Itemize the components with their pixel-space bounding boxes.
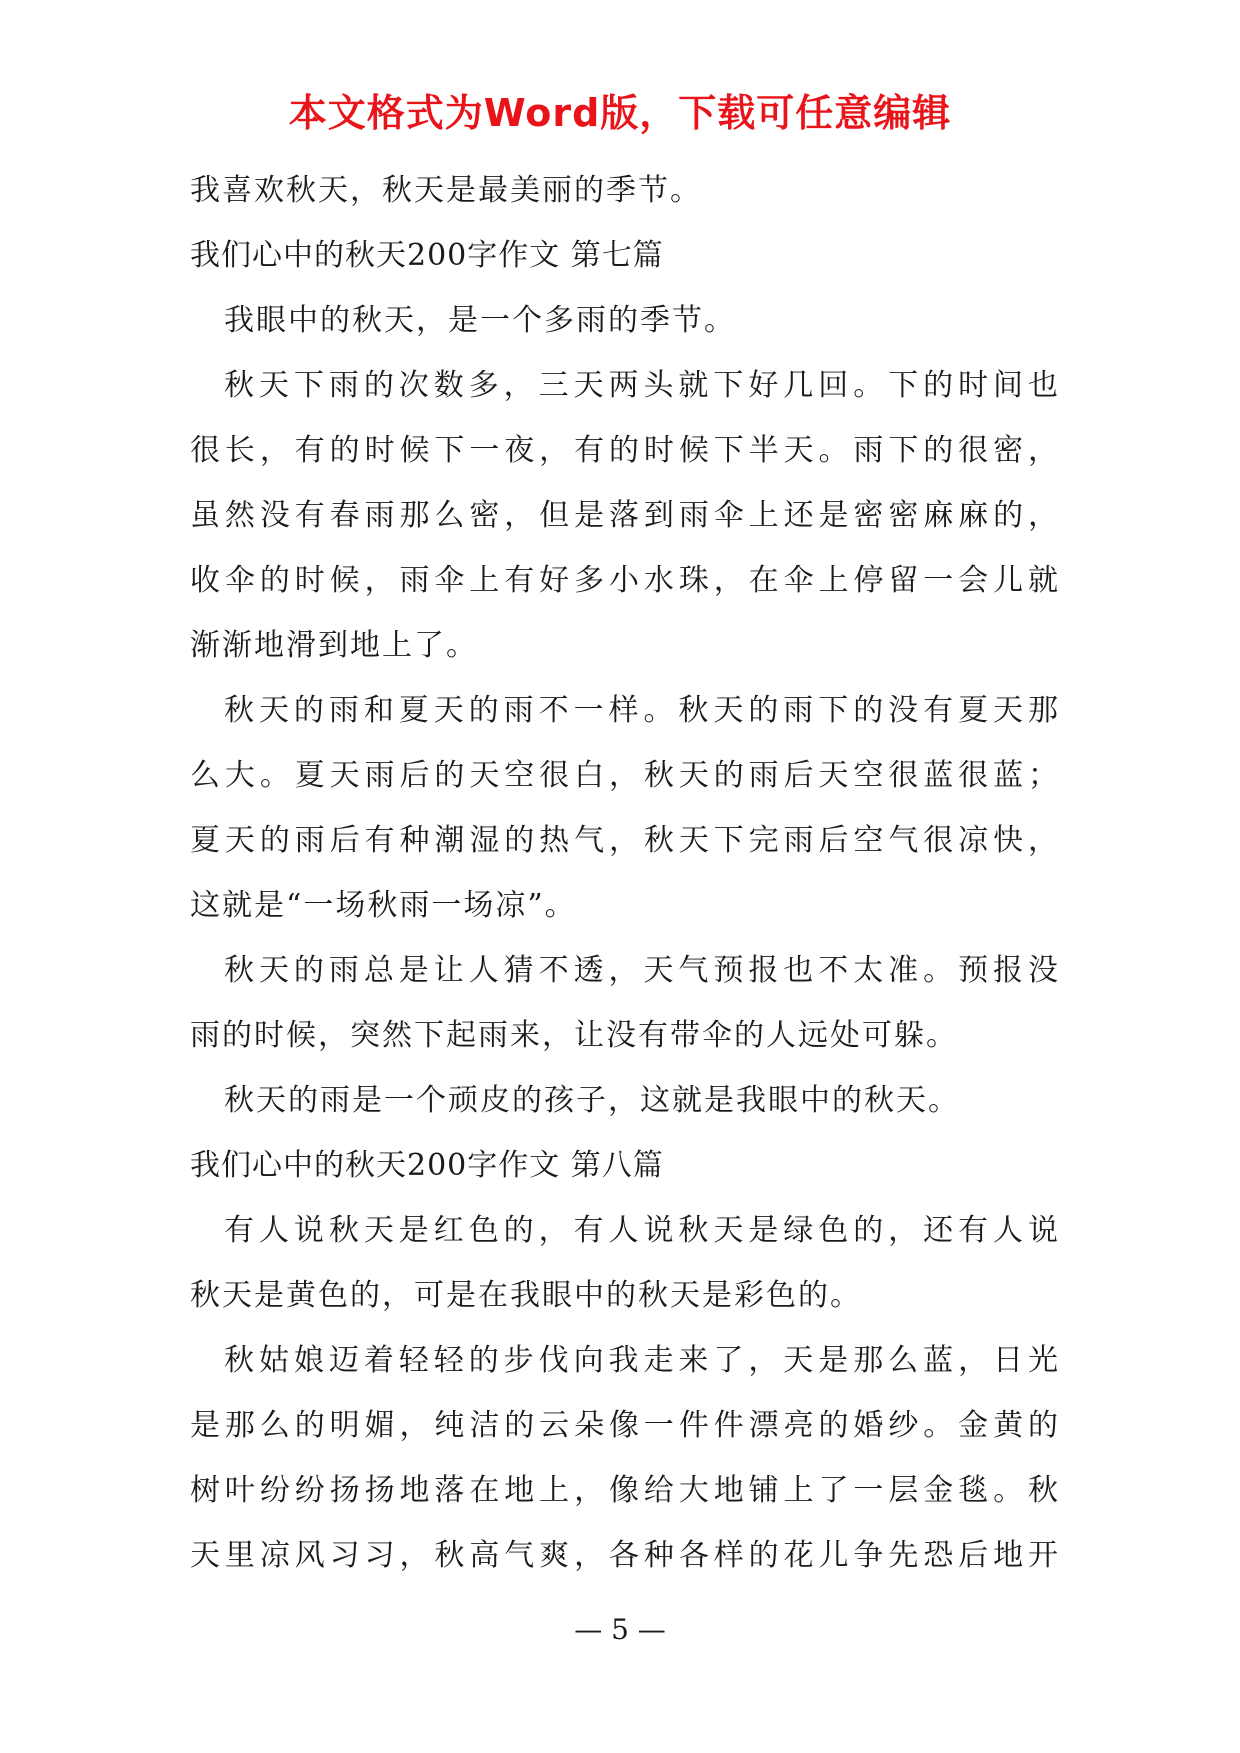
text-line-10: 么大。夏天雨后的天空很白，秋天的雨后天空很蓝很蓝； [190,758,1060,793]
text-line-5: 很长，有的时候下一夜，有的时候下半天。雨下的很密， [190,433,1060,468]
section-heading-7: 我们心中的秋天200字作文 第七篇 [190,238,664,273]
text-line-19: 秋姑娘迈着轻轻的步伐向我走来了，天是那么蓝，日光 [224,1343,1060,1378]
text-line-4: 秋天下雨的次数多，三天两头就下好几回。下的时间也 [224,368,1060,403]
body-text [190,158,1060,1588]
text-line-22: 天里凉风习习，秋高气爽，各种各样的花儿争先恐后地开 [190,1538,1060,1573]
text-line-7: 收伞的时候，雨伞上有好多小水珠，在伞上停留一会儿就 [190,563,1060,598]
text-line-9: 秋天的雨和夏天的雨不一样。秋天的雨下的没有夏天那 [224,693,1060,728]
section-heading-8: 我们心中的秋天200字作文 第八篇 [190,1148,664,1183]
text-line-17: 有人说秋天是红色的，有人说秋天是绿色的，还有人说 [224,1213,1060,1248]
text-line-20: 是那么的明媚，纯洁的云朵像一件件漂亮的婚纱。金黄的 [190,1408,1060,1443]
text-line-21: 树叶纷纷扬扬地落在地上，像给大地铺上了一层金毯。秋 [190,1473,1060,1508]
text-line-1: 我喜欢秋天，秋天是最美丽的季节。 [190,173,702,208]
text-line-14: 雨的时候，突然下起雨来，让没有带伞的人远处可躲。 [190,1018,958,1053]
text-line-6: 虽然没有春雨那么密，但是落到雨伞上还是密密麻麻的， [190,498,1060,533]
page-number: — 5 — [574,1613,666,1646]
text-line-15: 秋天的雨是一个顽皮的孩子，这就是我眼中的秋天。 [224,1083,960,1118]
download-banner: 本文格式为Word版，下载可任意编辑 [288,91,952,135]
text-line-13: 秋天的雨总是让人猜不透，天气预报也不太准。预报没 [224,953,1060,988]
text-line-18: 秋天是黄色的，可是在我眼中的秋天是彩色的。 [190,1278,862,1313]
text-line-11: 夏天的雨后有种潮湿的热气，秋天下完雨后空气很凉快， [190,823,1060,858]
text-line-12: 这就是“一场秋雨一场凉”。 [190,888,577,923]
text-line-3: 我眼中的秋天，是一个多雨的季节。 [224,303,736,338]
text-line-8: 渐渐地滑到地上了。 [190,628,478,663]
